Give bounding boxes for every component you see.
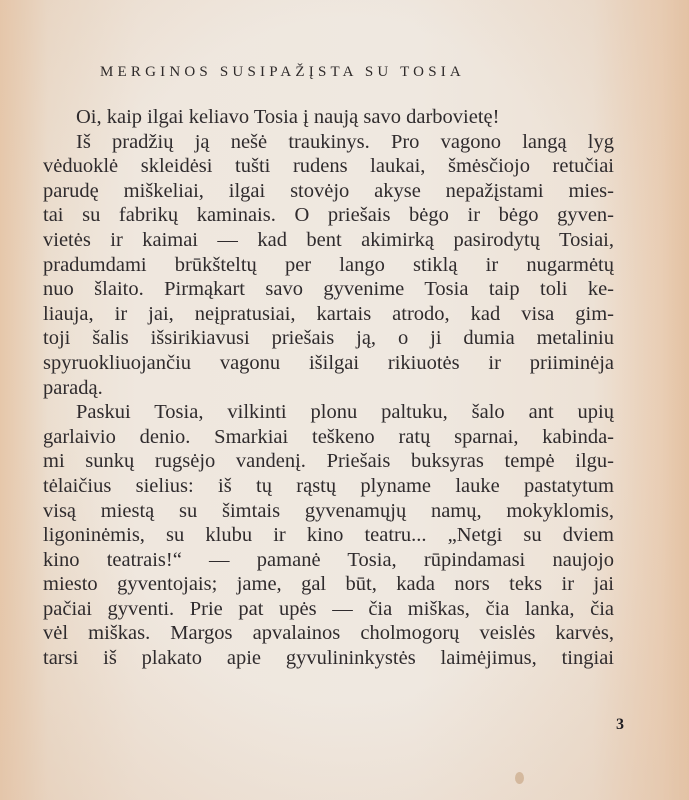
text-line: liauja, ir jai, neįpratusiai, kartais atrodo, kad visa gim- — [43, 302, 614, 325]
paragraph — [43, 130, 614, 401]
paragraph — [43, 400, 614, 671]
text-line: Oi, kaip ilgai keliavo Tosia į naują savo darbovietę! — [76, 106, 500, 128]
paper-stain — [515, 772, 524, 784]
text-line: vėl miškas. Margos apvalainos cholmogorų veislės karvės, — [43, 622, 614, 645]
text-line: vėduoklė skleidėsi tušti rudens laukai, šmėsčiojo retučiai — [43, 155, 614, 178]
text-line: garlaivio denio. Smarkiai teškeno ratų sparnai, kabinda- — [43, 425, 614, 448]
text-line: mi sunkų rugsėjo vandenį. Priešais buksyras tempė ilgu- — [43, 450, 614, 473]
text-line: parudę miškeliai, ilgai stovėjo akyse nepažįstami mies- — [43, 179, 614, 202]
text-line: tarsi iš plakato apie gyvulininkystės laimėjimus, tingiai — [43, 647, 614, 670]
text-line: miesto gyventojais; jame, gal būt, kada nors teks ir jai — [43, 573, 614, 596]
text-line: kino teatrais!“ — pamanė Tosia, rūpindamasi naujojo — [43, 548, 614, 571]
text-line: vietės ir kaimai — kad bent akimirką pasirodytų Tosiai, — [43, 228, 614, 251]
text-line: visą miestą su šimtais gyvenamųjų namų, mokyklomis, — [43, 499, 614, 522]
text-line: tėlaičius sielius: iš tų rąstų plyname lauke pastatytum — [43, 474, 614, 497]
text-line: tai su fabrikų kaminais. O priešais bėgo ir bėgo gyven- — [43, 204, 614, 227]
text-line: spyruokliuojančiu vagonu išilgai rikiuotės ir priiminėja — [43, 351, 614, 374]
body-text — [43, 105, 614, 671]
text-line: ligoninėmis, su klubu ir kino teatru... „Netgi su dviem — [43, 524, 614, 547]
page-number: 3 — [616, 716, 624, 733]
text-line: paradą. — [43, 376, 103, 399]
text-line: nuo šlaito. Pirmąkart savo gyvenime Tosia taip toli ke- — [43, 278, 614, 301]
paragraph — [43, 105, 614, 130]
text-line: pradumdami brūkšteltų per lango stiklą ir nugarmėtų — [43, 253, 614, 276]
text-line: toji šalis išsirikiavusi priešais ją, o ji dumia metaliniu — [43, 327, 614, 350]
text-line: Paskui Tosia, vilkinti plonu paltuku, šalo ant upių — [76, 401, 614, 424]
running-head: MERGINOS SUSIPAŽĮSTA SU TOSIA — [100, 64, 465, 80]
text-line: Iš pradžių ją nešė traukinys. Pro vagono langą lyg — [76, 130, 614, 153]
text-line: pačiai gyventi. Prie pat upės — čia miškas, čia lanka, čia — [43, 597, 614, 620]
